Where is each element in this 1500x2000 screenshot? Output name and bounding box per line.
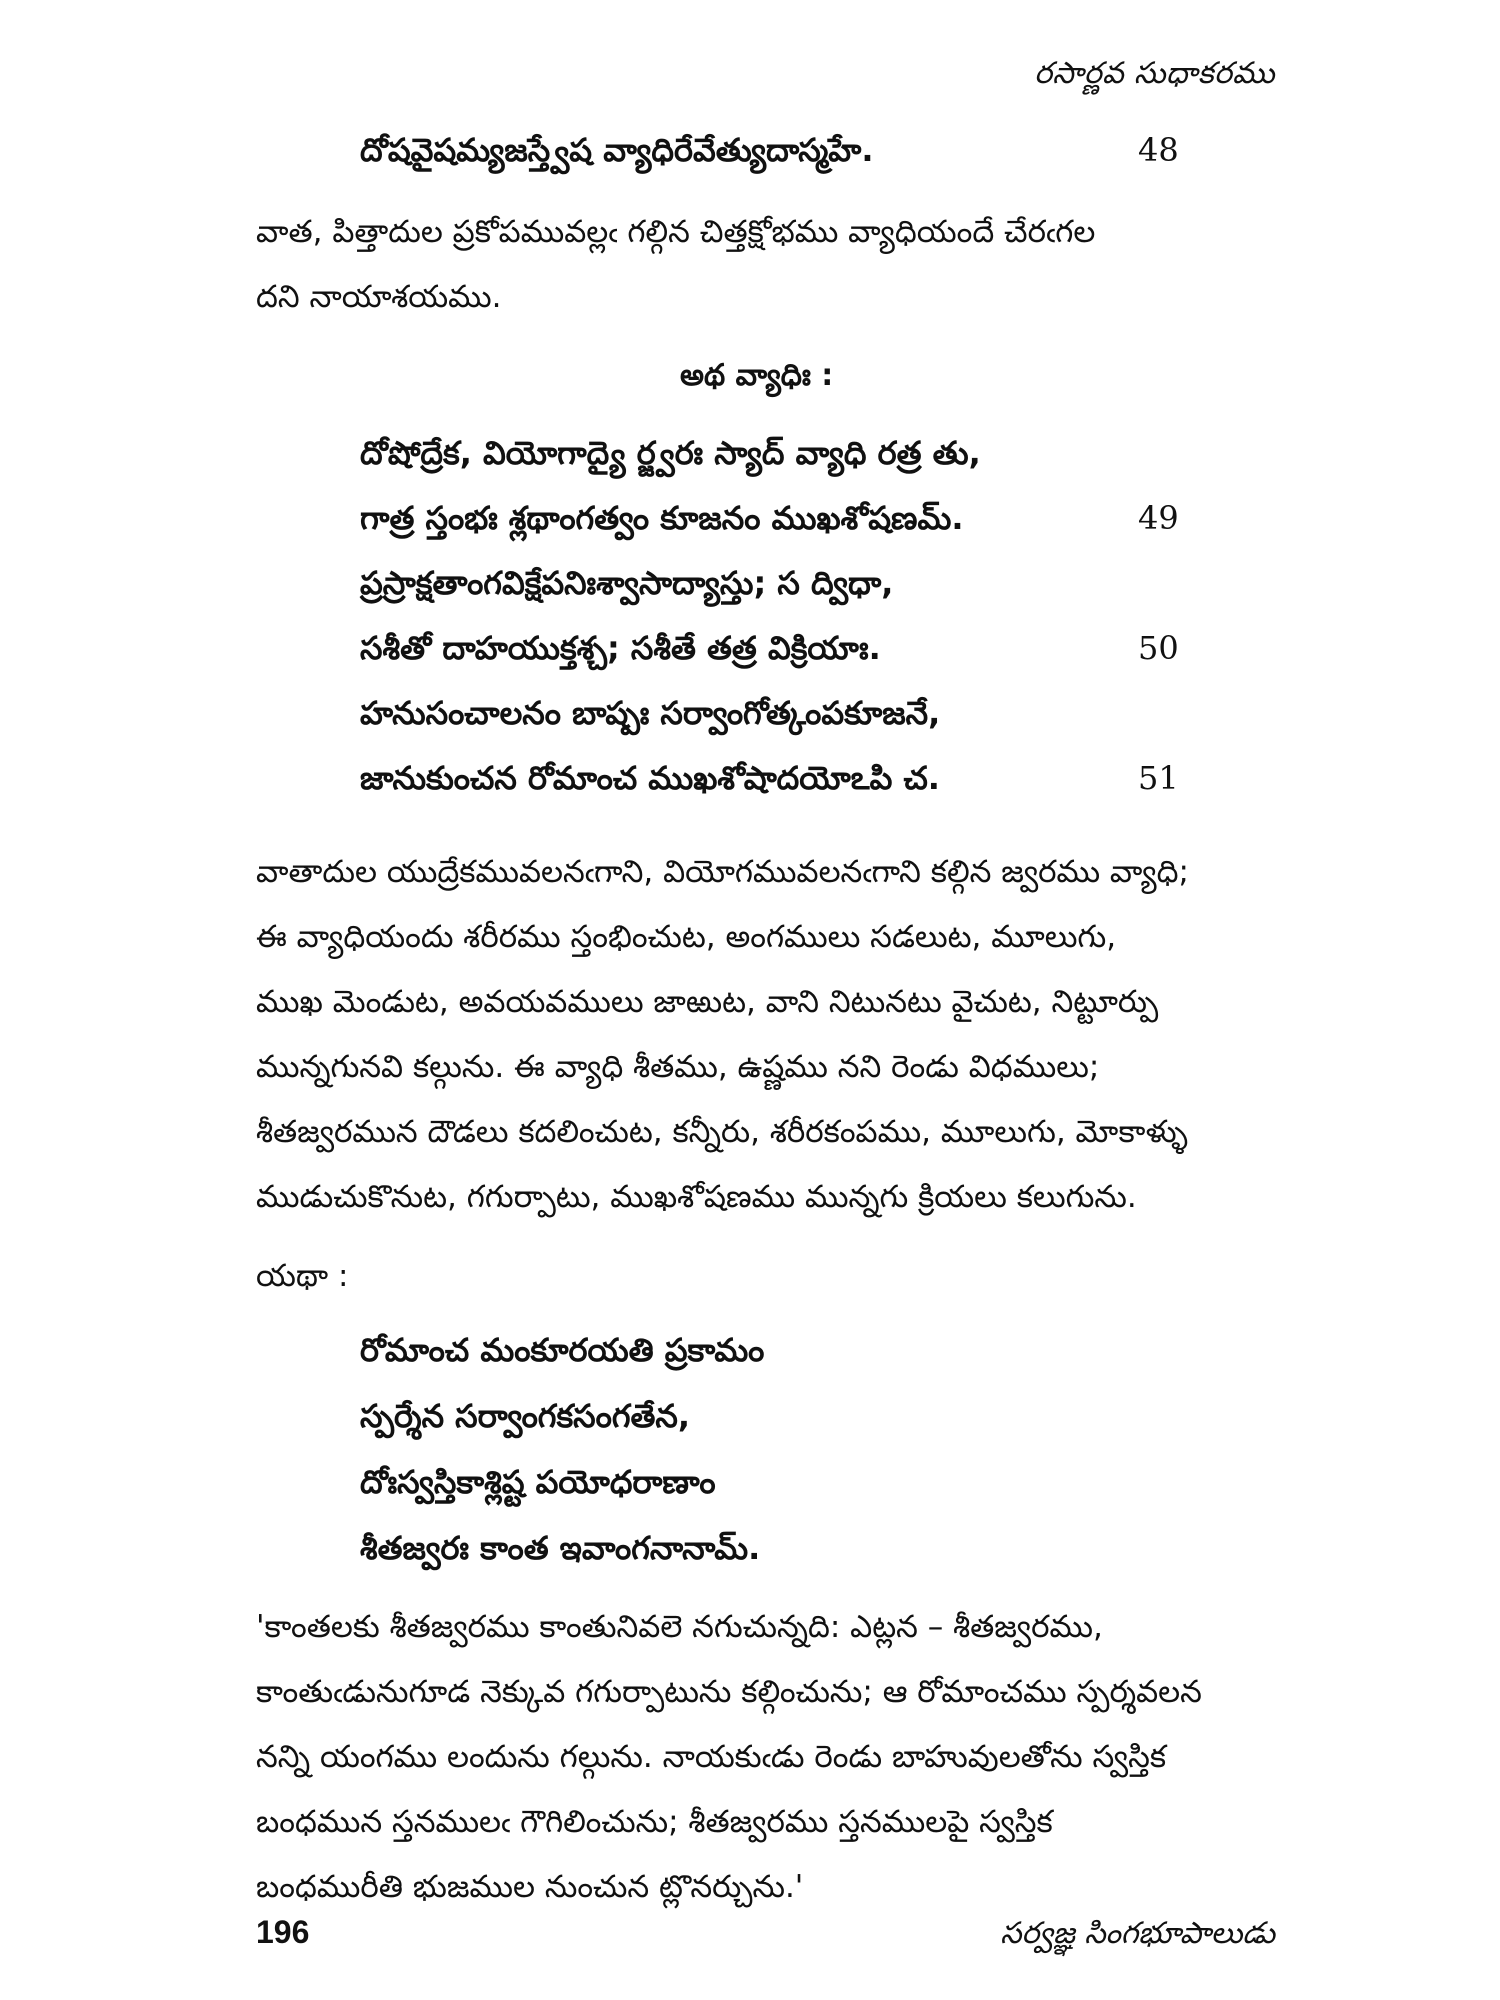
verse-line: ప్రస్రాక్షతాంగవిక్షేపనిఃశ్వాసాద్యాస్తు; స ద్విధా, xyxy=(360,564,894,602)
paragraph-2 xyxy=(256,840,1266,1230)
running-header-title: రసార్ణవ సుధాకరము xyxy=(1034,56,1275,91)
poem-line: రోమాంచ మంకూరయతి ప్రకామం xyxy=(360,1331,765,1369)
yatha-label: యథా : xyxy=(256,1258,349,1294)
verse-number: 49 xyxy=(1138,499,1179,537)
paragraph-2-line: ఈ వ్యాధియందు శరీరము స్తంభించుట, అంగములు సడలుట, మూలుగు, xyxy=(256,919,1117,955)
paragraph-2-line: మున్నగునవి కల్గును. ఈ వ్యాధి శీతము, ఉష్ణము నని రెండు విధములు; xyxy=(256,1049,1100,1085)
section-subheading: అథ వ్యాధిః : xyxy=(680,358,834,393)
paragraph-3-line: 'కాంతలకు శీతజ్వరము కాంతునివలె నగుచున్నది: ఎట్లన – శీతజ్వరము, xyxy=(256,1609,1103,1645)
paragraph-1-line: వాత, పిత్తాదుల ప్రకోపమువల్లఁ గల్గిన చిత్తక్షోభము వ్యాధియందే చేరఁగల xyxy=(256,214,1096,250)
poem-line: దోఃస్వస్తికాశ్లిష్ట పయోధరాణాం xyxy=(360,1463,716,1501)
verse-line: జానుకుంచన రోమాంచ ముఖశోషాదయోఽపి చ. xyxy=(360,759,940,797)
verse-line: హనుసంచాలనం బాష్పః సర్వాంగోత్కంపకూజనే, xyxy=(360,694,941,732)
verse-48-number: 48 xyxy=(1138,131,1179,169)
verse-line: దోషోద్రేక, వియోగాద్యై ర్జ్వరః స్యాద్ వ్యాధి రత్ర తు, xyxy=(360,434,981,472)
paragraph-3-line: బంధమురీతి భుజముల నుంచున ట్లొనర్చును.' xyxy=(256,1869,804,1905)
paragraph-3-line: కాంతుఁడునుగూడ నెక్కువ గగుర్పాటును కల్గించును; ఆ రోమాంచము స్పర్శవలన xyxy=(256,1674,1202,1710)
verse-number: 51 xyxy=(1138,759,1179,797)
poem-line: శీతజ్వరః కాంత ఇవాంగనానామ్. xyxy=(360,1529,761,1567)
running-footer-author: సర్వజ్ఞ సింగభూపాలుడు xyxy=(1000,1916,1275,1951)
paragraph-2-line: ముఖ మెండుట, అవయవములు జాఱుట, వాని నిటునటు వైచుట, నిట్టూర్పు xyxy=(256,984,1159,1020)
verse-line: సశీతో దాహయుక్తశ్చ; సశీతే తత్ర విక్రియాః. xyxy=(360,629,881,667)
verse-48-line: దోషవైషమ్యజస్త్వేష వ్యాధిరేవేత్యుదాస్మహే. xyxy=(360,131,874,169)
paragraph-2-line: ముడుచుకొనుట, గగుర్పాటు, ముఖశోషణము మున్నగు క్రియలు కలుగును. xyxy=(256,1179,1137,1215)
paragraph-1 xyxy=(256,200,1266,330)
page-number: 196 xyxy=(256,1914,310,1950)
paragraph-3 xyxy=(256,1595,1266,1920)
poem-line: స్పర్శేన సర్వాంగకసంగతేన, xyxy=(360,1397,691,1435)
paragraph-1-line: దని నాయాశయము. xyxy=(256,279,502,315)
paragraph-2-line: వాతాదుల యుద్రేకమువలనఁగాని, వియోగమువలనఁగాని కల్గిన జ్వరము వ్యాధి; xyxy=(256,854,1189,890)
verse-line: గాత్ర స్తంభః శ్లథాంగత్వం కూజనం ముఖశోషణమ్. xyxy=(360,499,964,537)
paragraph-3-line: బంధమున స్తనములఁ గౌగిలించును; శీతజ్వరము స్తనములపై స్వస్తిక xyxy=(256,1804,1053,1840)
verse-number: 50 xyxy=(1138,629,1179,667)
paragraph-3-line: నన్ని యంగము లందును గల్గును. నాయకుఁడు రెండు బాహువులతోను స్వస్తిక xyxy=(256,1739,1167,1775)
paragraph-2-line: శీతజ్వరమున దౌడలు కదలించుట, కన్నీరు, శరీరకంపము, మూలుగు, మోకాళ్ళు xyxy=(256,1114,1188,1150)
